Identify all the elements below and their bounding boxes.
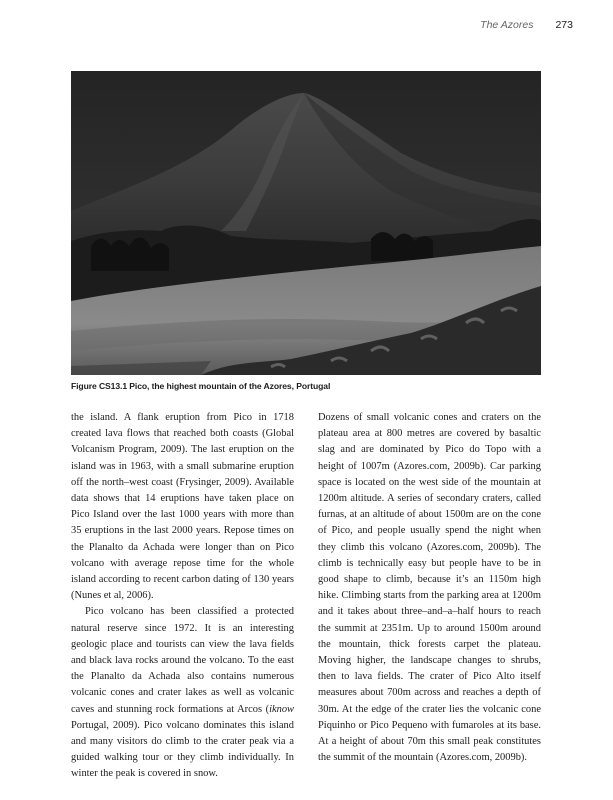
figure-photo-pico-mountain bbox=[71, 71, 541, 375]
figure-caption: Figure CS13.1 Pico, the highest mountain of the Azores, Portugal bbox=[71, 381, 331, 391]
text-span: Pico volcano has been classified a protected natural reserve since 1972. It is an interesting geologic place and tourists can view the lava fields and black lava rocks around the volcano. To the east the Planalto da Achada also contains numerous volcanic cones and crater lakes as well as volcanic caves and stunning rock formations at Arcos ( bbox=[71, 606, 294, 715]
text-column-left bbox=[71, 410, 294, 783]
text-span: Portugal, 2009). Pico volcano dominates this island and many visitors do climb to the crater peak via a guided walking tour or they climb individually. In winter the peak is covered in snow. bbox=[71, 719, 294, 780]
text-column-right bbox=[318, 410, 541, 766]
italic-term: iknow bbox=[269, 703, 294, 715]
running-title: The Azores bbox=[480, 19, 534, 31]
running-header bbox=[480, 19, 573, 31]
paragraph: the island. A flank eruption from Pico in 1718 created lava flows that reached both coasts (Global Volcanism Program, 2009). The last eruption on the island was in 1963, with a small submarine eruption off the north–west coast (Frysinger, 2009). Available data shows that 14 eruptions have taken place on Pico Island over the last 1000 years with more than 35 eruptions in the last 2000 years. Repose times on the Planalto da Achada were longer than on Pico volcano with average repose time for the whole island according to recent carbon dating of 130 years (Nunes et al, 2006). bbox=[71, 412, 294, 602]
paragraph bbox=[71, 604, 294, 782]
mountain-photo bbox=[71, 71, 541, 375]
page-number: 273 bbox=[555, 19, 573, 31]
paragraph: Dozens of small volcanic cones and craters on the plateau area at 800 metres are covered by basaltic slag and are dominated by Pico do Topo with a height of 1007m (Azores.com, 2009b). Car parking space is located on the west side of the mountain at 1200m altitude. A series of secondary craters, called furnas, at an altitude of about 1500m are on the cone of Pico, and people usually spend the night when they climb this volcano (Azores.com, 2009b). The climb is technically easy but people have to be in good shape to climb, because it’s an 1150m high hike. Climbing starts from the parking area at 1200m and it takes about three–and–a–half hours to reach the summit at 2351m. Up to around 1500m around the mountain, thick forests carpet the plateau. Moving higher, the landscape changes to shrubs, then to lava fields. The crater of Pico Alto itself measures about 700m across and reaches a depth of 30m. At the edge of the crater lies the volcanic cone Piquinho or Pico Pequeno with fumaroles at its base. At a height of about 70m this small peak constitutes the summit of the mountain (Azores.com, 2009b). bbox=[318, 412, 541, 764]
